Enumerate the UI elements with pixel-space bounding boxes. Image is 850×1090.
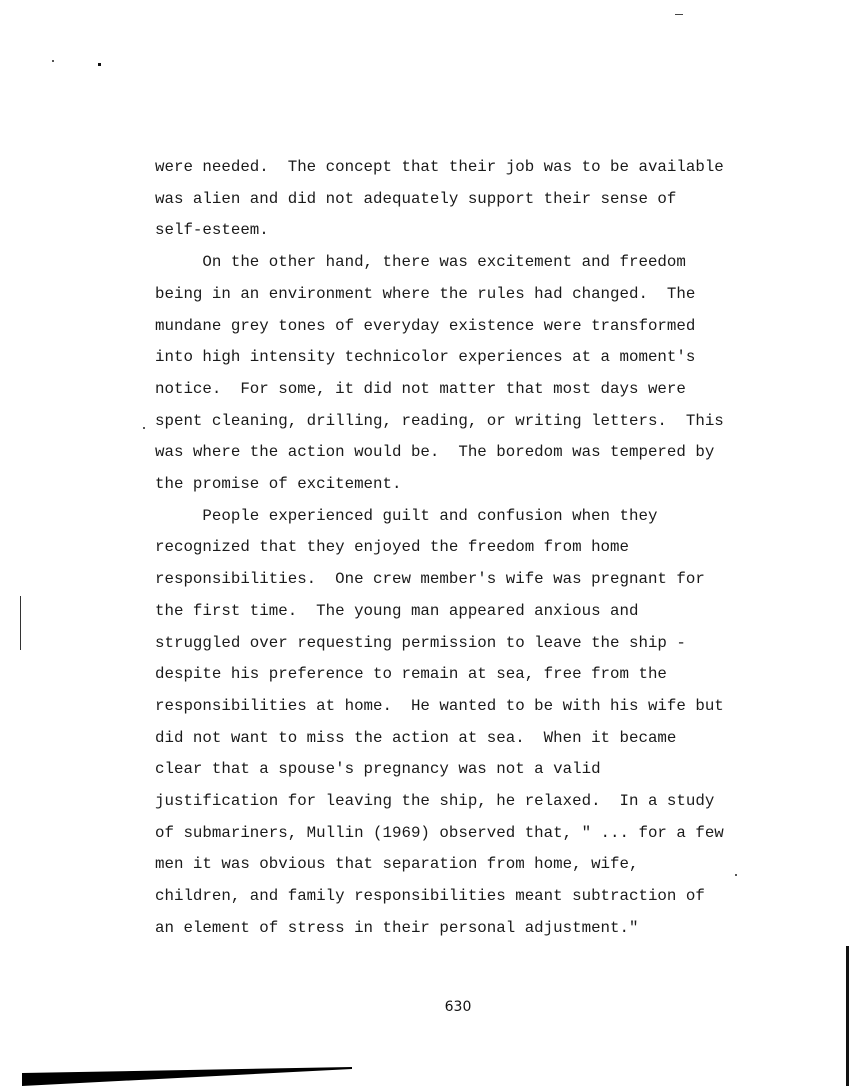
- scan-speck: [98, 63, 101, 66]
- text-line: the promise of excitement.: [155, 475, 402, 493]
- text-line: mundane grey tones of everyday existence were transformed: [155, 316, 696, 335]
- scan-right-edge: [846, 946, 849, 1086]
- text-line: did not want to miss the action at sea. When it became: [155, 728, 677, 747]
- text-line: responsibilities. One crew member's wife was pregnant for: [155, 570, 705, 589]
- scan-speck: [143, 427, 145, 429]
- scan-speck: [52, 60, 54, 62]
- scan-speck: [735, 874, 737, 876]
- text-line: despite his preference to remain at sea, free from the: [155, 665, 667, 684]
- text-line: recognized that they enjoyed the freedom from home: [155, 538, 629, 557]
- text-line: being in an environment where the rules had changed. The: [155, 284, 696, 303]
- scan-speck: [675, 14, 683, 15]
- text-line: self-esteem.: [155, 221, 269, 240]
- text-line: struggled over requesting permission to leave the ship -: [155, 633, 686, 652]
- text-line: People experienced guilt and confusion when they: [155, 506, 658, 525]
- scan-margin-mark: [20, 596, 21, 650]
- text-line: clear that a spouse's pregnancy was not a valid: [155, 760, 601, 779]
- text-line: the first time. The young man appeared anxious and: [155, 601, 639, 620]
- text-line: of submariners, Mullin (1969) observed that, " ... for a few: [155, 823, 724, 842]
- text-line: was where the action would be. The boredom was tempered by: [155, 443, 715, 462]
- text-line: into high intensity technicolor experiences at a moment's: [155, 348, 696, 367]
- scan-edge-shadow: [22, 1067, 352, 1086]
- text-line: responsibilities at home. He wanted to be with his wife but: [155, 696, 724, 715]
- text-line: spent cleaning, drilling, reading, or writing letters. This: [155, 411, 724, 430]
- text-line: notice. For some, it did not matter that most days were: [155, 379, 686, 398]
- text-line: On the other hand, there was excitement and freedom: [155, 253, 686, 272]
- text-line: justification for leaving the ship, he relaxed. In a study: [155, 792, 715, 810]
- text-line: were needed. The concept that their job was to be available: [155, 158, 724, 176]
- page-number: 630: [444, 999, 472, 1015]
- text-line: men it was obvious that separation from home, wife,: [155, 855, 639, 874]
- text-line: children, and family responsibilities meant subtraction of: [155, 887, 705, 906]
- text-line: an element of stress in their personal adjustment.": [155, 918, 639, 937]
- text-line: was alien and did not adequately support their sense of: [155, 189, 677, 208]
